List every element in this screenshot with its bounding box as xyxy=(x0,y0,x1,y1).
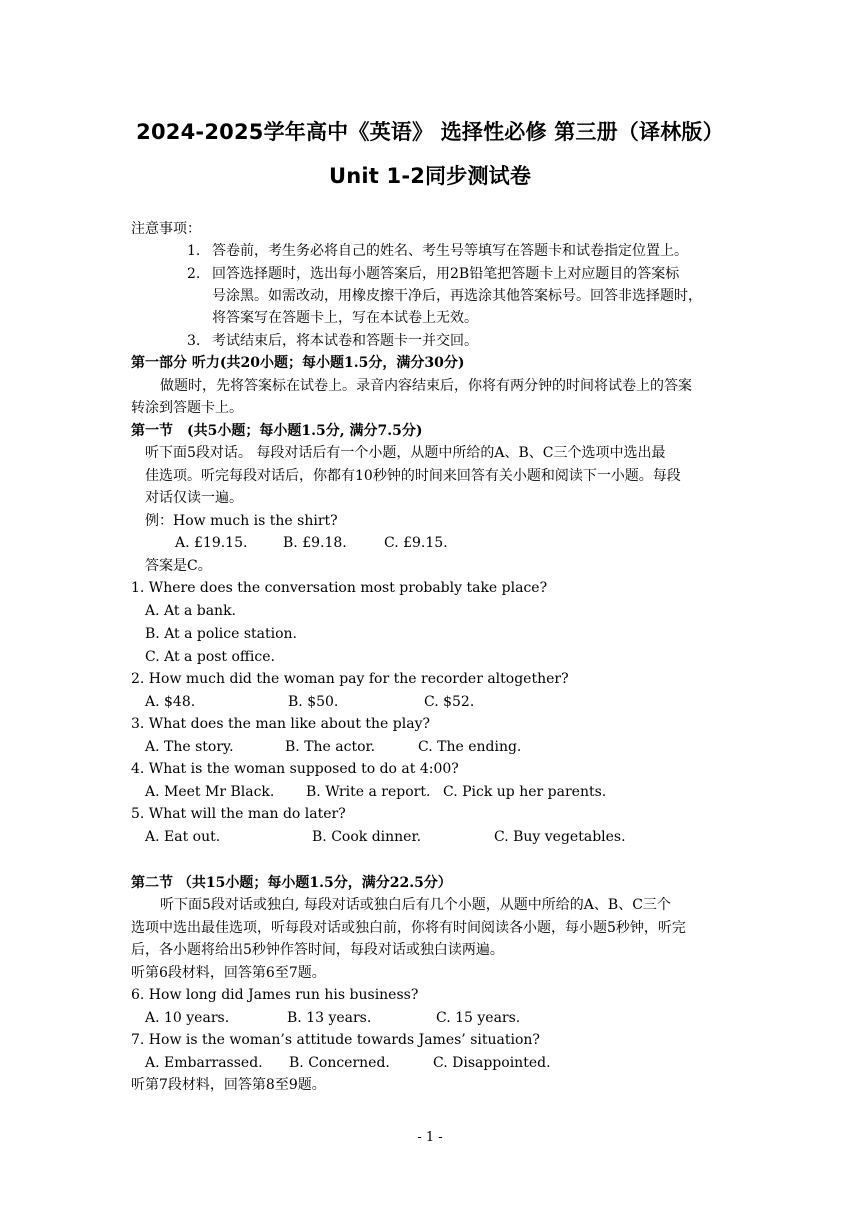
question: 3. What does the man like about the play? xyxy=(131,716,430,732)
question: 6. How long did James run his business? xyxy=(131,987,419,1003)
notice-item-number: 2. xyxy=(187,266,201,282)
page-number: - 1 - xyxy=(417,1130,443,1145)
exam-subtitle: Unit 1-2同步测试卷 xyxy=(328,164,532,188)
notice-item-text: 答卷前，考生务必将自己的姓名、考生号等填写在答题卡和试卷指定位置上。 xyxy=(212,243,688,259)
section2-intro: 选项中选出最佳选项，听每段对话或独白前，你将有时间阅读各小题，每小题5秒钟，听完 xyxy=(131,920,686,936)
question-option: B. The actor. xyxy=(285,739,376,755)
example-option: B. £9.18. xyxy=(283,535,347,551)
example-option: A. £19.15. xyxy=(175,535,248,551)
notice-item-number: 3. xyxy=(187,333,201,349)
material-instruction: 听第7段材料，回答第8至9题。 xyxy=(131,1077,326,1093)
question-option: B. $50. xyxy=(288,694,339,710)
question-option: C. $52. xyxy=(424,694,475,710)
question: 5. What will the man do later? xyxy=(131,806,346,822)
question-option: A. At a bank. xyxy=(145,603,237,619)
section2-intro: 听下面5段对话或独白, 每段对话或独白后有几个小题，从题中所给的A、B、C三个 xyxy=(160,897,671,913)
question: 1. Where does the conversation most probably take place? xyxy=(131,580,548,596)
question-option: A. 10 years. xyxy=(145,1010,230,1026)
question-option: B. 13 years. xyxy=(287,1010,372,1026)
section1-intro: 听下面5段对话。 每段对话后有一个小题，从题中所给的A、B、C三个选项中选出最 xyxy=(145,445,666,461)
question-option: B. At a police station. xyxy=(145,626,298,642)
question-option: C. Pick up her parents. xyxy=(443,784,607,800)
question-option: A. $48. xyxy=(145,694,196,710)
question-option: C. At a post office. xyxy=(145,649,275,665)
notice-heading: 注意事项： xyxy=(131,221,201,237)
part1-intro: 转涂到答题卡上。 xyxy=(131,400,243,416)
notice-item-text: 考试结束后，将本试卷和答题卡一并交回。 xyxy=(212,333,478,349)
question-option: C. Buy vegetables. xyxy=(494,829,626,845)
notice-item-number: 1. xyxy=(187,243,201,259)
question-option: A. Meet Mr Black. xyxy=(145,784,275,800)
part1-intro: 做题时，先将答案标在试卷上。录音内容结束后，你将有两分钟的时间将试卷上的答案 xyxy=(160,378,692,394)
question: 4. What is the woman supposed to do at 4:00? xyxy=(131,761,459,777)
question-option: A. Embarrassed. xyxy=(145,1055,263,1071)
question-option: B. Concerned. xyxy=(289,1055,390,1071)
example-question: 例：How much is the shirt? xyxy=(145,513,338,529)
section1-intro: 对话仅读一遍。 xyxy=(145,490,243,506)
section1-heading: 第一节 (共5小题；每小题1.5分, 满分7.5分) xyxy=(131,423,423,439)
notice-item-text: 回答选择题时，选出每小题答案后，用2B铅笔把答题卡上对应题目的答案标 xyxy=(212,266,680,282)
question-option: C. Disappointed. xyxy=(433,1055,551,1071)
section2-intro: 后，各小题将给出5秒钟作答时间，每段对话或独白读两遍。 xyxy=(131,942,504,958)
question: 2. How much did the woman pay for the recorder altogether? xyxy=(131,671,569,687)
question-option: B. Write a report. xyxy=(306,784,431,800)
part1-heading: 第一部分 听力(共20小题；每小题1.5分，满分30分) xyxy=(131,355,465,371)
question-option: C. 15 years. xyxy=(436,1010,521,1026)
section2-heading: 第二节 （共15小题；每小题1.5分，满分22.5分） xyxy=(131,875,452,891)
question-option: A. The story. xyxy=(145,739,234,755)
exam-title: 2024-2025学年高中《英语》 选择性必修 第三册（译林版） xyxy=(136,120,724,144)
question: 7. How is the woman’s attitude towards James’ situation? xyxy=(131,1032,540,1048)
example-answer: 答案是C。 xyxy=(145,558,212,574)
question-option: C. The ending. xyxy=(418,739,522,755)
question-option: B. Cook dinner. xyxy=(312,829,422,845)
question-option: A. Eat out. xyxy=(145,829,221,845)
section1-intro: 佳选项。听完每段对话后，你都有10秒钟的时间来回答有关小题和阅读下一小题。每段 xyxy=(145,468,681,484)
material-instruction: 听第6段材料，回答第6至7题。 xyxy=(131,965,326,981)
notice-item-text: 号涂黑。如需改动，用橡皮擦干净后，再选涂其他答案标号。回答非选择题时， xyxy=(212,288,702,304)
example-option: C. £9.15. xyxy=(384,535,448,551)
notice-item-text: 将答案写在答题卡上，写在本试卷上无效。 xyxy=(212,310,478,326)
